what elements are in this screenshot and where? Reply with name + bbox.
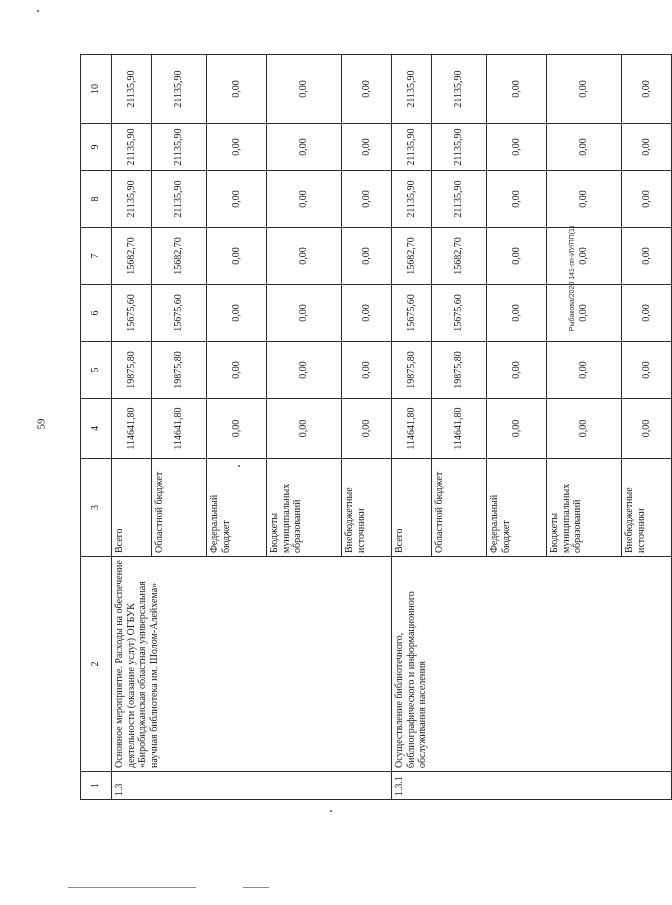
scan-dot — [330, 810, 332, 812]
scan-dot — [238, 465, 240, 467]
amount-cell: 21135,90 — [112, 171, 152, 228]
column-number: 5 — [81, 342, 112, 399]
amount-cell: 0,00 — [487, 228, 547, 285]
amount-cell: 0,00 — [207, 342, 267, 399]
funding-source: Внебюджетные источники — [622, 459, 672, 557]
amount-cell: 21135,90 — [392, 124, 432, 171]
amount-cell: 0,00 — [207, 55, 267, 124]
funding-source: Бюджеты муниципальных образований — [267, 459, 342, 557]
column-number: 8 — [81, 171, 112, 228]
amount-cell: 15675,60 — [392, 285, 432, 342]
amount-cell: 15675,60 — [112, 285, 152, 342]
table-row — [112, 55, 152, 800]
amount-cell: 0,00 — [547, 171, 622, 228]
amount-cell: 0,00 — [207, 171, 267, 228]
funding-source: Внебюджетные источники — [342, 459, 392, 557]
column-number: 2 — [81, 557, 112, 772]
amount-cell: 19875,80 — [112, 342, 152, 399]
amount-cell: 0,00 — [547, 124, 622, 171]
amount-cell: 0,00 — [267, 399, 342, 459]
column-number: 6 — [81, 285, 112, 342]
amount-cell: 0,00 — [547, 285, 622, 342]
amount-cell: 19875,80 — [432, 342, 487, 399]
amount-cell: 114641,80 — [392, 399, 432, 459]
amount-cell: 21135,90 — [432, 171, 487, 228]
amount-cell: 0,00 — [267, 285, 342, 342]
amount-cell: 0,00 — [267, 228, 342, 285]
document-stamp: Рыбакова/2020 141-пп-ИУ/ПП(1) — [569, 225, 577, 332]
funding-source: Всего — [392, 459, 432, 557]
amount-cell: 21135,90 — [432, 55, 487, 124]
row-code: 1.3 — [112, 772, 392, 800]
amount-cell: 21135,90 — [152, 124, 207, 171]
column-number-row — [81, 55, 112, 800]
measure-description: Основное мероприятие. Расходы на обеспечение деятельности (оказание услуг) ОГБУК «Биробиджанская областная универсальная научная библиотека им. Шолом-Алейхема» — [112, 557, 392, 772]
column-number: 9 — [81, 124, 112, 171]
page-number: 59 — [35, 418, 48, 430]
amount-cell: 0,00 — [342, 285, 392, 342]
column-number: 1 — [81, 772, 112, 800]
amount-cell: 19875,80 — [392, 342, 432, 399]
amount-cell: 0,00 — [342, 124, 392, 171]
amount-cell: 0,00 — [207, 285, 267, 342]
funding-source: Областной бюджет — [152, 459, 207, 557]
amount-cell: 15682,70 — [112, 228, 152, 285]
amount-cell: 15682,70 — [432, 228, 487, 285]
amount-cell: 0,00 — [342, 342, 392, 399]
amount-cell: 0,00 — [342, 55, 392, 124]
amount-cell: 114641,80 — [152, 399, 207, 459]
amount-cell: 21135,90 — [112, 124, 152, 171]
amount-cell: 0,00 — [622, 399, 672, 459]
amount-cell: 0,00 — [487, 285, 547, 342]
amount-cell: 21135,90 — [432, 124, 487, 171]
amount-cell: 21135,90 — [152, 171, 207, 228]
column-number: 7 — [81, 228, 112, 285]
amount-cell: 0,00 — [547, 399, 622, 459]
amount-cell: 21135,90 — [112, 55, 152, 124]
amount-cell: 15675,60 — [152, 285, 207, 342]
amount-cell: 0,00 — [622, 285, 672, 342]
scan-dot — [37, 10, 39, 12]
amount-cell: 0,00 — [207, 399, 267, 459]
amount-cell: 0,00 — [622, 124, 672, 171]
amount-cell: 0,00 — [547, 55, 622, 124]
column-number: 4 — [81, 399, 112, 459]
funding-source: Областной бюджет — [432, 459, 487, 557]
funding-source: Федеральный бюджет — [487, 459, 547, 557]
amount-cell: 0,00 — [622, 342, 672, 399]
amount-cell: 21135,90 — [152, 55, 207, 124]
amount-cell: 0,00 — [547, 228, 622, 285]
amount-cell: 0,00 — [622, 55, 672, 124]
column-number: 3 — [81, 459, 112, 557]
amount-cell: 15682,70 — [392, 228, 432, 285]
table-body — [81, 55, 672, 800]
amount-cell: 0,00 — [342, 171, 392, 228]
amount-cell: 15675,60 — [432, 285, 487, 342]
amount-cell: 0,00 — [487, 55, 547, 124]
amount-cell: 0,00 — [622, 228, 672, 285]
amount-cell: 0,00 — [267, 55, 342, 124]
funding-source: Федеральный бюджет — [207, 459, 267, 557]
amount-cell: 114641,80 — [112, 399, 152, 459]
amount-cell: 0,00 — [207, 124, 267, 171]
budget-table — [80, 54, 672, 800]
amount-cell: 15682,70 — [152, 228, 207, 285]
measure-description: Осуществление библиотечного, библиографического и информационного обслуживания населения — [392, 557, 672, 772]
funding-source: Бюджеты муниципальных образований — [547, 459, 622, 557]
amount-cell: 0,00 — [487, 171, 547, 228]
amount-cell: 21135,90 — [392, 171, 432, 228]
column-number: 10 — [81, 55, 112, 124]
amount-cell: 0,00 — [487, 124, 547, 171]
scan-line — [243, 887, 269, 888]
amount-cell: 21135,90 — [392, 55, 432, 124]
amount-cell: 0,00 — [547, 342, 622, 399]
amount-cell: 0,00 — [267, 171, 342, 228]
amount-cell: 19875,80 — [152, 342, 207, 399]
amount-cell: 0,00 — [622, 171, 672, 228]
table-row — [392, 55, 432, 800]
amount-cell: 0,00 — [342, 228, 392, 285]
row-code: 1.3.1 — [392, 772, 672, 800]
amount-cell: 0,00 — [267, 124, 342, 171]
amount-cell: 0,00 — [487, 342, 547, 399]
amount-cell: 0,00 — [342, 399, 392, 459]
amount-cell: 0,00 — [267, 342, 342, 399]
funding-source: Всего — [112, 459, 152, 557]
amount-cell: 0,00 — [487, 399, 547, 459]
scan-line — [68, 887, 196, 888]
amount-cell: 114641,80 — [432, 399, 487, 459]
amount-cell: 0,00 — [207, 228, 267, 285]
